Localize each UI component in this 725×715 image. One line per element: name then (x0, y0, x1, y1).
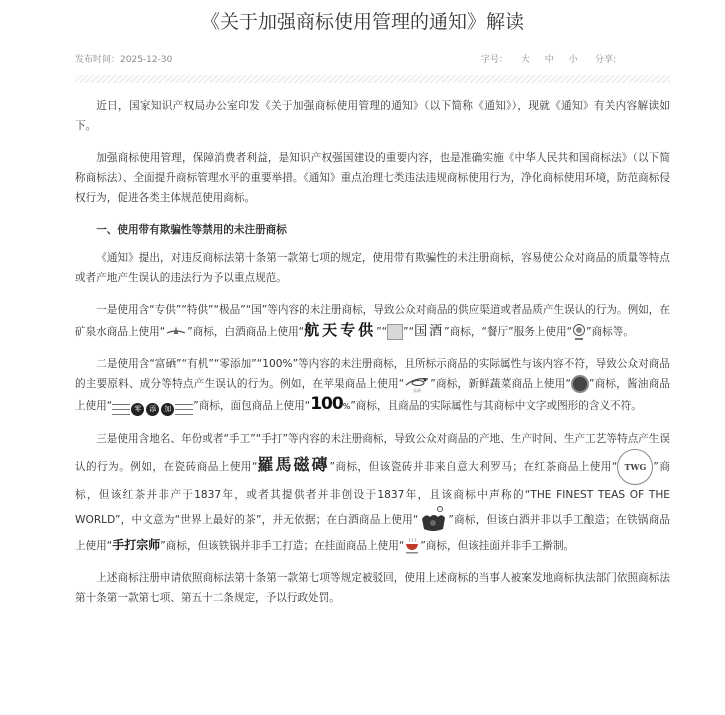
text-segment: ”“ (376, 326, 388, 338)
mineral-water-logo-image (165, 325, 187, 339)
section-heading-1: 一、使用带有欺骗性等禁用的未注册商标 (96, 224, 287, 236)
text-segment: 一是使用含“专供”“特供”“极品”“国”等内容的未注册商标，导致公众对商品的供应渠道或者品质产生误认的行为。例如，在矿泉水商品上使用“ (75, 304, 670, 338)
apple-logo-image (404, 375, 430, 393)
hangtian-zhuangong-logo: 航天专供 (304, 321, 377, 339)
text-segment: ”商标，且商品的实际属性与其商标中文字或图形的含义不符。 (350, 400, 642, 412)
logo-percent: % (342, 402, 351, 411)
text-segment: ”“ (403, 326, 415, 338)
text-segment: ”商标，面包商品上使用“ (193, 400, 311, 412)
shouda-zongshi-logo: 手打宗师 (112, 538, 161, 552)
logo-char: 零 (131, 403, 144, 416)
text-segment: ”商标，白酒商品上使用“ (187, 326, 305, 338)
paragraph-notice-proposal: 《通知》提出，对违反商标法第十条第一款第七项的规定，使用带有欺骗性的未注册商标，容易使公众对商品的质量等特点或者产地产生误认的违法行为予以重点规范。 (75, 252, 670, 284)
publish-label: 发布时间： (75, 55, 121, 65)
logo-char: 添 (146, 403, 159, 416)
guojiu-logo: 国酒 (414, 324, 445, 339)
publish-info (75, 52, 172, 68)
text-segment: ”商标，但该红茶并非产于1837年，或者其提供者并非创设于1837年，且该商标中声称的“THE FINEST TEAS OF THE WORLD”，中文意为“世界上最好的茶”，并无依据；在白酒商品上使用“ (75, 461, 670, 526)
logo-number: 100 (310, 394, 343, 414)
divider-stripe (75, 75, 670, 83)
paragraph-conclusion: 上述商标注册申请依照商标法第十条第一款第七项等规定被驳回，使用上述商标的当事人被案发地商标执法部门依照商标法第十条第一款第七项、第五十二条规定，予以行政处罚。 (75, 572, 670, 604)
font-size-label: 字号： (481, 55, 509, 65)
article-body (75, 96, 670, 620)
text-segment: 三是使用含地名、年份或者“手工”“手打”等内容的未注册商标，导致公众对商品的产地、生产时间、生产工艺等特点产生误认的行为。例如，在瓷砖商品上使用“ (75, 433, 670, 473)
zero-additive-logo (112, 399, 193, 413)
paragraph-case-three (75, 429, 670, 556)
text-segment: ”商标等。 (586, 326, 634, 338)
paragraph-case-two (75, 354, 670, 417)
article-meta (75, 52, 670, 68)
paragraph-case-one (75, 300, 670, 342)
text-segment: ”商标，但该白酒并非以手工酿造；在铁锅商品上使用“ (75, 514, 670, 552)
hundred-percent-logo (310, 394, 350, 417)
logo-char: 加 (161, 403, 174, 416)
text-segment: ”商标，但该瓷砖并非来自意大利罗马；在红茶商品上使用“ (329, 461, 618, 473)
text-segment: ”商标，但该挂面并非手工擀制。 (420, 540, 575, 552)
text-segment: ”商标，新鲜蔬菜商品上使用“ (430, 378, 571, 390)
text-segment: 二是使用含“富硒”“有机”“零添加”“100%”等内容的未注册商标，且所标示商品的实际属性与该内容不符，导致公众对商品的主要原料、成分等特点产生误认的行为。例如，在苹果商品上使用“ (75, 358, 670, 390)
paragraph-background: 加强商标使用管理，保障消费者利益，是知识产权强国建设的重要内容，也是准确实施《中华人民共和国商标法》（以下简称商标法）、全面提升商标管理水平的重要举措。《通知》重点治理七类违法违规商标使用行为，净化商标使用环境，防范商标侵权行为，促进各类主体规范使用商标。 (75, 152, 670, 204)
vegetable-logo-image (571, 375, 589, 393)
noodle-logo-image (404, 537, 420, 555)
text-segment: ”商标，酱油商品上使用“ (75, 378, 670, 412)
svg-text:·· ··: ·· ·· (169, 335, 175, 339)
font-size-small-button[interactable]: 小 (568, 55, 578, 65)
svg-text:富硒: 富硒 (413, 388, 422, 393)
text-segment: ”商标，“餐厅”服务上使用“ (444, 326, 573, 338)
font-size-large-button[interactable]: 大 (520, 55, 530, 65)
page-title: 《关于加强商标使用管理的通知》解读 (200, 11, 524, 33)
restaurant-logo-image (572, 323, 586, 341)
roma-tile-logo: 羅馬磁磚 (257, 455, 330, 474)
twg-tea-logo: TWG (617, 449, 653, 485)
baijiu-logo-image (418, 505, 448, 535)
logo-lines (175, 404, 193, 415)
publish-date: 2025-12-30 (120, 55, 173, 65)
text-segment: ”商标，但该铁锅并非手工打造；在挂面商品上使用“ (160, 540, 405, 552)
logo-lines (112, 404, 130, 415)
font-size-controls (481, 52, 590, 68)
font-size-medium-button[interactable]: 中 (544, 55, 554, 65)
paragraph-intro: 近日，国家知识产权局办公室印发《关于加强商标使用管理的通知》（以下简称《通知》），现就《通知》有关内容解读如下。 (75, 100, 670, 132)
seal-logo-image (387, 324, 403, 340)
share-label: 分享: (595, 55, 617, 65)
